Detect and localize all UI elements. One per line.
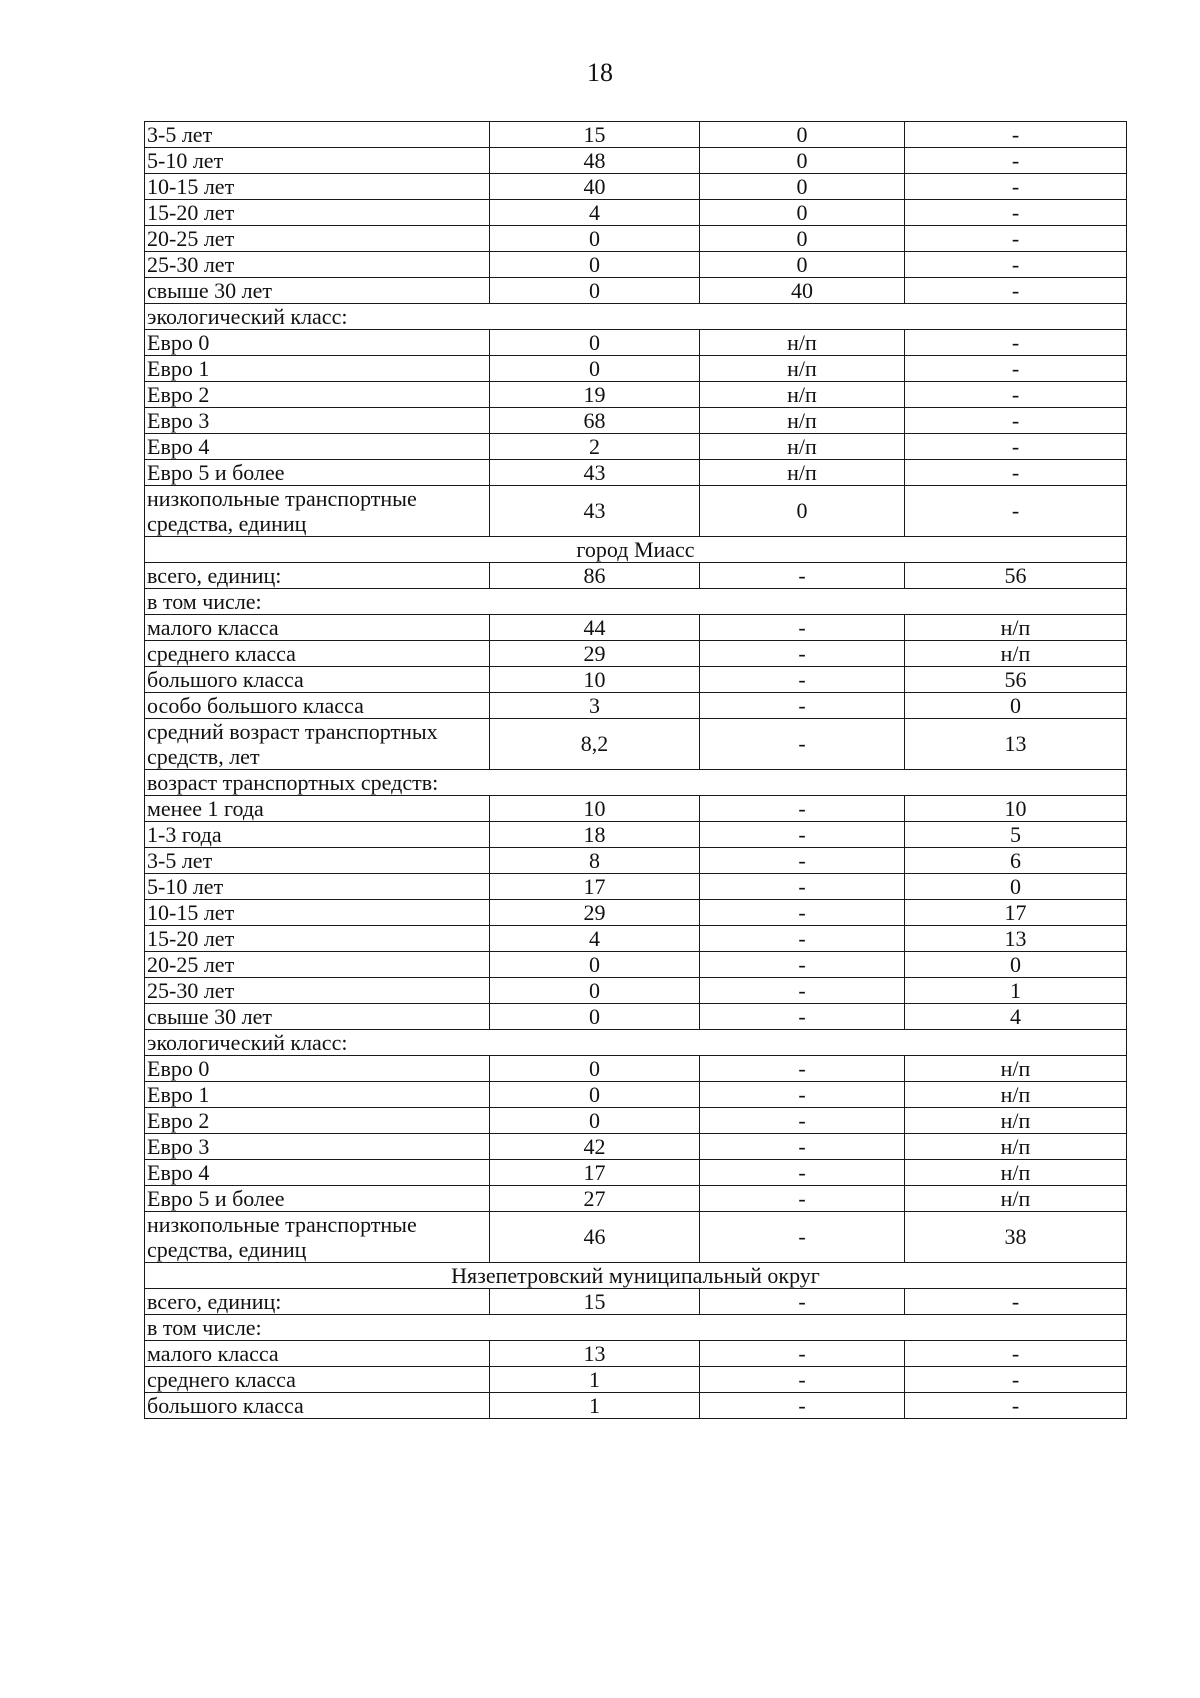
- table-row: [145, 1134, 1127, 1160]
- value-cell-1: 44: [490, 615, 700, 641]
- value-cell-2: -: [700, 563, 905, 589]
- table-row: [145, 200, 1127, 226]
- subheader-row: [145, 770, 1127, 796]
- section-header-row: [145, 537, 1127, 563]
- value-cell-3: -: [905, 122, 1127, 148]
- value-cell-1: 4: [490, 200, 700, 226]
- row-label-cell: низкопольные транспортные средства, единиц: [145, 1212, 490, 1263]
- subheader-label: возраст транспортных средств:: [145, 770, 1127, 796]
- row-label-cell: малого класса: [145, 1341, 490, 1367]
- row-label-cell: 15-20 лет: [145, 200, 490, 226]
- value-cell-2: -: [700, 1160, 905, 1186]
- table-row: [145, 1004, 1127, 1030]
- value-cell-2: -: [700, 615, 905, 641]
- value-cell-1: 18: [490, 822, 700, 848]
- row-label-cell: всего, единиц:: [145, 1289, 490, 1315]
- value-cell-1: 43: [490, 460, 700, 486]
- row-label-cell: 20-25 лет: [145, 952, 490, 978]
- value-cell-3: -: [905, 460, 1127, 486]
- value-cell-1: 43: [490, 486, 700, 537]
- value-cell-3: 56: [905, 563, 1127, 589]
- value-cell-3: н/п: [905, 1160, 1127, 1186]
- row-label-cell: Евро 0: [145, 330, 490, 356]
- value-cell-3: 6: [905, 848, 1127, 874]
- value-cell-3: -: [905, 1289, 1127, 1315]
- table-row: [145, 822, 1127, 848]
- value-cell-2: -: [700, 693, 905, 719]
- row-label-cell: 10-15 лет: [145, 900, 490, 926]
- value-cell-2: 0: [700, 486, 905, 537]
- row-label-cell: Евро 1: [145, 1082, 490, 1108]
- row-label-cell: 20-25 лет: [145, 226, 490, 252]
- value-cell-3: 10: [905, 796, 1127, 822]
- subheader-row: [145, 304, 1127, 330]
- value-cell-2: н/п: [700, 460, 905, 486]
- value-cell-1: 0: [490, 330, 700, 356]
- table-row: [145, 122, 1127, 148]
- value-cell-2: -: [700, 719, 905, 770]
- value-cell-2: -: [700, 874, 905, 900]
- table-row: [145, 252, 1127, 278]
- row-label-cell: Евро 1: [145, 356, 490, 382]
- table-row: [145, 952, 1127, 978]
- value-cell-3: н/п: [905, 641, 1127, 667]
- value-cell-1: 0: [490, 1056, 700, 1082]
- section-header-row: [145, 1263, 1127, 1289]
- value-cell-2: -: [700, 822, 905, 848]
- table-row: [145, 1393, 1127, 1419]
- value-cell-1: 15: [490, 1289, 700, 1315]
- value-cell-2: -: [700, 978, 905, 1004]
- table-row: [145, 848, 1127, 874]
- row-label-cell: Евро 4: [145, 1160, 490, 1186]
- transport-statistics-table: [144, 121, 1127, 1419]
- value-cell-1: 0: [490, 1082, 700, 1108]
- table-row: [145, 408, 1127, 434]
- subheader-label: экологический класс:: [145, 1030, 1127, 1056]
- row-label-cell: Евро 5 и более: [145, 1186, 490, 1212]
- value-cell-3: -: [905, 434, 1127, 460]
- value-cell-1: 0: [490, 952, 700, 978]
- value-cell-2: -: [700, 1056, 905, 1082]
- subheader-row: [145, 1030, 1127, 1056]
- value-cell-2: 0: [700, 252, 905, 278]
- value-cell-2: -: [700, 1108, 905, 1134]
- value-cell-1: 0: [490, 226, 700, 252]
- subheader-row: [145, 589, 1127, 615]
- table-row: [145, 641, 1127, 667]
- value-cell-1: 17: [490, 1160, 700, 1186]
- table-row: [145, 330, 1127, 356]
- table-row: [145, 226, 1127, 252]
- row-label-cell: всего, единиц:: [145, 563, 490, 589]
- value-cell-2: -: [700, 926, 905, 952]
- row-label-cell: низкопольные транспортные средства, единиц: [145, 486, 490, 537]
- value-cell-1: 19: [490, 382, 700, 408]
- value-cell-3: 0: [905, 693, 1127, 719]
- value-cell-2: н/п: [700, 434, 905, 460]
- table-body: [145, 122, 1127, 1419]
- value-cell-2: -: [700, 848, 905, 874]
- value-cell-3: н/п: [905, 1056, 1127, 1082]
- value-cell-2: 0: [700, 226, 905, 252]
- row-label-cell: Евро 3: [145, 1134, 490, 1160]
- value-cell-1: 4: [490, 926, 700, 952]
- row-label-cell: средний возраст транспортных средств, лет: [145, 719, 490, 770]
- value-cell-1: 10: [490, 667, 700, 693]
- value-cell-2: -: [700, 952, 905, 978]
- table-row: [145, 1186, 1127, 1212]
- value-cell-1: 8,2: [490, 719, 700, 770]
- table-row: [145, 382, 1127, 408]
- table-row: [145, 796, 1127, 822]
- table-row: [145, 719, 1127, 770]
- row-label-cell: среднего класса: [145, 641, 490, 667]
- table-row: [145, 278, 1127, 304]
- value-cell-1: 29: [490, 641, 700, 667]
- row-label-cell: 5-10 лет: [145, 874, 490, 900]
- row-label-cell: Евро 3: [145, 408, 490, 434]
- row-label-cell: Евро 5 и более: [145, 460, 490, 486]
- row-label-cell: большого класса: [145, 667, 490, 693]
- value-cell-3: -: [905, 1393, 1127, 1419]
- value-cell-3: 56: [905, 667, 1127, 693]
- table-row: [145, 1108, 1127, 1134]
- row-label-cell: Евро 0: [145, 1056, 490, 1082]
- value-cell-2: -: [700, 1186, 905, 1212]
- value-cell-3: -: [905, 226, 1127, 252]
- value-cell-1: 2: [490, 434, 700, 460]
- row-label-cell: 15-20 лет: [145, 926, 490, 952]
- value-cell-1: 29: [490, 900, 700, 926]
- value-cell-3: н/п: [905, 1082, 1127, 1108]
- value-cell-2: -: [700, 1341, 905, 1367]
- value-cell-2: н/п: [700, 330, 905, 356]
- value-cell-3: 5: [905, 822, 1127, 848]
- value-cell-3: -: [905, 408, 1127, 434]
- row-label-cell: свыше 30 лет: [145, 278, 490, 304]
- row-label-cell: менее 1 года: [145, 796, 490, 822]
- value-cell-3: 38: [905, 1212, 1127, 1263]
- row-label-cell: Евро 4: [145, 434, 490, 460]
- row-label-cell: 3-5 лет: [145, 848, 490, 874]
- value-cell-1: 0: [490, 978, 700, 1004]
- value-cell-3: 1: [905, 978, 1127, 1004]
- value-cell-1: 1: [490, 1393, 700, 1419]
- value-cell-2: 40: [700, 278, 905, 304]
- value-cell-2: -: [700, 667, 905, 693]
- value-cell-1: 13: [490, 1341, 700, 1367]
- row-label-cell: Евро 2: [145, 1108, 490, 1134]
- row-label-cell: 3-5 лет: [145, 122, 490, 148]
- value-cell-1: 0: [490, 1108, 700, 1134]
- value-cell-1: 1: [490, 1367, 700, 1393]
- value-cell-1: 17: [490, 874, 700, 900]
- table-row: [145, 693, 1127, 719]
- table-row: [145, 148, 1127, 174]
- value-cell-2: 0: [700, 174, 905, 200]
- value-cell-2: 0: [700, 148, 905, 174]
- value-cell-1: 86: [490, 563, 700, 589]
- value-cell-3: -: [905, 330, 1127, 356]
- value-cell-1: 46: [490, 1212, 700, 1263]
- value-cell-3: -: [905, 1341, 1127, 1367]
- value-cell-1: 0: [490, 1004, 700, 1030]
- table-row: [145, 1341, 1127, 1367]
- value-cell-3: 0: [905, 952, 1127, 978]
- value-cell-2: -: [700, 1004, 905, 1030]
- value-cell-1: 0: [490, 252, 700, 278]
- section-title: Нязепетровский муниципальный округ: [145, 1263, 1127, 1289]
- row-label-cell: 10-15 лет: [145, 174, 490, 200]
- value-cell-2: -: [700, 1212, 905, 1263]
- value-cell-1: 40: [490, 174, 700, 200]
- table-row: [145, 1289, 1127, 1315]
- value-cell-2: 0: [700, 122, 905, 148]
- table-row: [145, 563, 1127, 589]
- section-title: город Миасс: [145, 537, 1127, 563]
- value-cell-1: 3: [490, 693, 700, 719]
- value-cell-2: н/п: [700, 408, 905, 434]
- value-cell-2: н/п: [700, 356, 905, 382]
- value-cell-1: 0: [490, 356, 700, 382]
- value-cell-3: 13: [905, 719, 1127, 770]
- value-cell-3: -: [905, 278, 1127, 304]
- table-row: [145, 174, 1127, 200]
- table-row: [145, 434, 1127, 460]
- row-label-cell: среднего класса: [145, 1367, 490, 1393]
- subheader-label: в том числе:: [145, 1315, 1127, 1341]
- value-cell-2: -: [700, 1289, 905, 1315]
- subheader-label: экологический класс:: [145, 304, 1127, 330]
- value-cell-3: 0: [905, 874, 1127, 900]
- value-cell-2: -: [700, 641, 905, 667]
- value-cell-3: -: [905, 200, 1127, 226]
- table-row: [145, 1367, 1127, 1393]
- value-cell-3: н/п: [905, 1134, 1127, 1160]
- value-cell-1: 10: [490, 796, 700, 822]
- subheader-row: [145, 1315, 1127, 1341]
- table-row: [145, 460, 1127, 486]
- value-cell-3: -: [905, 148, 1127, 174]
- value-cell-1: 0: [490, 278, 700, 304]
- value-cell-3: -: [905, 1367, 1127, 1393]
- page-number: 18: [587, 58, 613, 87]
- table-row: [145, 874, 1127, 900]
- table-row: [145, 356, 1127, 382]
- table-row: [145, 667, 1127, 693]
- value-cell-2: -: [700, 1082, 905, 1108]
- value-cell-1: 48: [490, 148, 700, 174]
- table-row: [145, 1056, 1127, 1082]
- value-cell-1: 27: [490, 1186, 700, 1212]
- table-row: [145, 926, 1127, 952]
- row-label-cell: 25-30 лет: [145, 978, 490, 1004]
- value-cell-2: -: [700, 1134, 905, 1160]
- row-label-cell: 25-30 лет: [145, 252, 490, 278]
- value-cell-3: -: [905, 486, 1127, 537]
- table-row: [145, 1082, 1127, 1108]
- value-cell-3: 17: [905, 900, 1127, 926]
- value-cell-3: н/п: [905, 1108, 1127, 1134]
- value-cell-1: 8: [490, 848, 700, 874]
- table-row: [145, 615, 1127, 641]
- row-label-cell: 1-3 года: [145, 822, 490, 848]
- row-label-cell: особо большого класса: [145, 693, 490, 719]
- value-cell-1: 42: [490, 1134, 700, 1160]
- table-row: [145, 1212, 1127, 1263]
- value-cell-1: 15: [490, 122, 700, 148]
- row-label-cell: большого класса: [145, 1393, 490, 1419]
- value-cell-2: н/п: [700, 382, 905, 408]
- value-cell-1: 68: [490, 408, 700, 434]
- table-row: [145, 900, 1127, 926]
- value-cell-2: -: [700, 1393, 905, 1419]
- value-cell-3: -: [905, 382, 1127, 408]
- value-cell-2: -: [700, 1367, 905, 1393]
- table-row: [145, 978, 1127, 1004]
- value-cell-2: 0: [700, 200, 905, 226]
- value-cell-3: -: [905, 252, 1127, 278]
- row-label-cell: малого класса: [145, 615, 490, 641]
- value-cell-2: -: [700, 900, 905, 926]
- value-cell-3: н/п: [905, 615, 1127, 641]
- value-cell-3: -: [905, 174, 1127, 200]
- row-label-cell: свыше 30 лет: [145, 1004, 490, 1030]
- value-cell-3: 4: [905, 1004, 1127, 1030]
- value-cell-2: -: [700, 796, 905, 822]
- table-row: [145, 1160, 1127, 1186]
- value-cell-3: 13: [905, 926, 1127, 952]
- value-cell-3: -: [905, 356, 1127, 382]
- row-label-cell: Евро 2: [145, 382, 490, 408]
- value-cell-3: н/п: [905, 1186, 1127, 1212]
- row-label-cell: 5-10 лет: [145, 148, 490, 174]
- table-row: [145, 486, 1127, 537]
- subheader-label: в том числе:: [145, 589, 1127, 615]
